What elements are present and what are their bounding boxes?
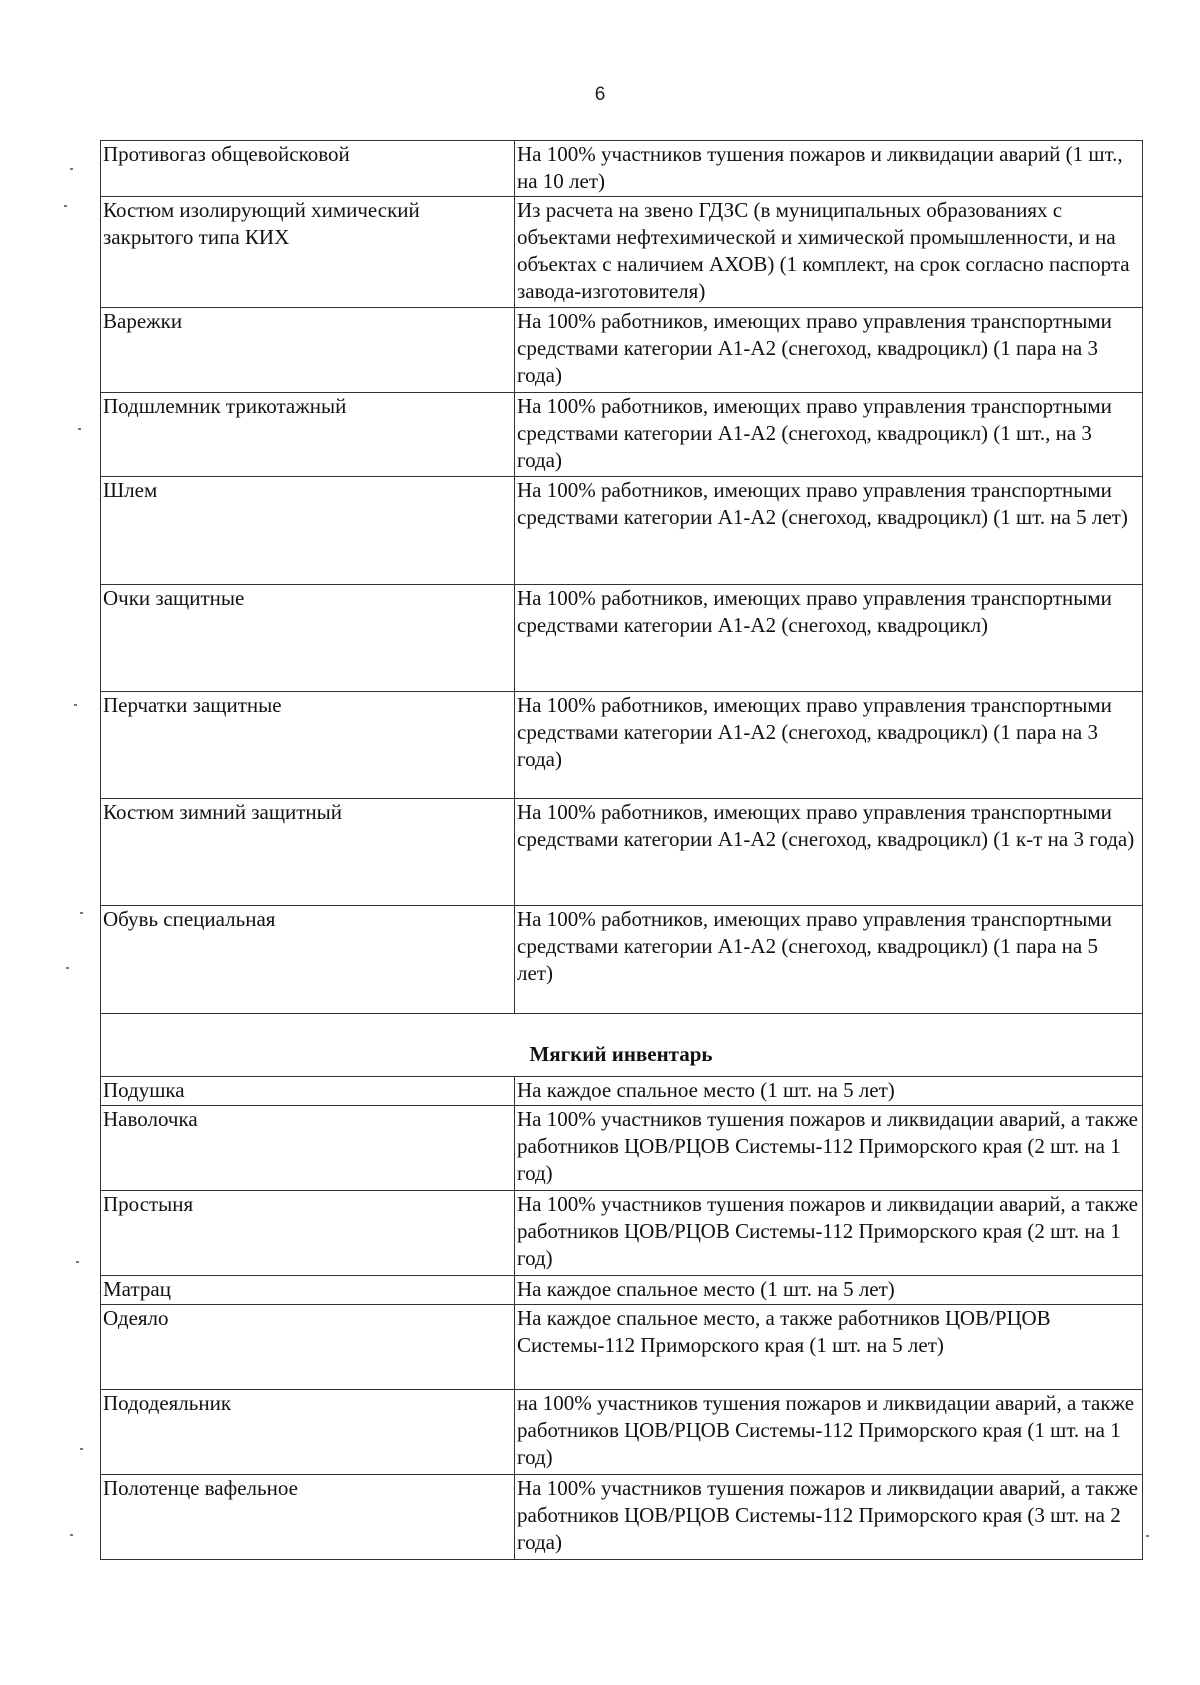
table-row	[101, 393, 1143, 477]
table-row	[101, 799, 1143, 906]
item-name: Наволочка	[101, 1106, 515, 1191]
item-norm: На 100% участников тушения пожаров и ликвидации аварий, а также работников ЦОВ/РЦОВ Системы-112 Приморского края (2 шт. на 1 год)	[515, 1191, 1143, 1276]
table-row	[101, 692, 1143, 799]
item-name: Обувь специальная	[101, 906, 515, 1014]
table-row	[101, 585, 1143, 692]
item-norm: На 100% работников, имеющих право управления транспортными средствами категории А1-А2 (снегоход, квадроцикл) (1 пара на 5 лет)	[515, 906, 1143, 1014]
item-norm: на 100% участников тушения пожаров и ликвидации аварий, а также работников ЦОВ/РЦОВ Системы-112 Приморского края (1 шт. на 1 год)	[515, 1390, 1143, 1475]
item-norm: Из расчета на звено ГДЗС (в муниципальных образованиях с объектами нефтехимической и химической промышленности, и на объектах с наличием АХОВ) (1 комплект, на срок согласно паспорта завода-изготовителя)	[515, 197, 1143, 308]
item-name: Перчатки защитные	[101, 692, 515, 799]
page-number: 6	[594, 84, 606, 105]
table-row	[101, 477, 1143, 585]
table-row	[101, 1390, 1143, 1475]
item-norm: На каждое спальное место (1 шт. на 5 лет)	[515, 1276, 1143, 1305]
item-norm: На 100% работников, имеющих право управления транспортными средствами категории А1-А2 (снегоход, квадроцикл) (1 пара на 3 года)	[515, 308, 1143, 393]
item-name: Костюм изолирующий химический закрытого типа КИХ	[101, 197, 515, 308]
item-norm: На 100% работников, имеющих право управления транспортными средствами категории А1-А2 (снегоход, квадроцикл) (1 шт., на 3 года)	[515, 393, 1143, 477]
item-name: Очки защитные	[101, 585, 515, 692]
table-row	[101, 308, 1143, 393]
table-row	[101, 1276, 1143, 1305]
item-norm: На каждое спальное место, а также работников ЦОВ/РЦОВ Системы-112 Приморского края (1 шт. на 5 лет)	[515, 1305, 1143, 1390]
section-title: Мягкий инвентарь	[101, 1014, 1143, 1077]
item-name: Одеяло	[101, 1305, 515, 1390]
item-norm: На 100% работников, имеющих право управления транспортными средствами категории А1-А2 (снегоход, квадроцикл)	[515, 585, 1143, 692]
norms-table	[100, 140, 1143, 1560]
table-row	[101, 906, 1143, 1014]
item-name: Костюм зимний защитный	[101, 799, 515, 906]
table-row	[101, 197, 1143, 308]
table-row	[101, 1191, 1143, 1276]
table-row	[101, 1475, 1143, 1560]
table-row	[101, 1305, 1143, 1390]
table-row	[101, 1106, 1143, 1191]
item-name: Подшлемник трикотажный	[101, 393, 515, 477]
item-norm: На 100% работников, имеющих право управления транспортными средствами категории А1-А2 (снегоход, квадроцикл) (1 пара на 3 года)	[515, 692, 1143, 799]
item-name: Полотенце вафельное	[101, 1475, 515, 1560]
item-name: Матрац	[101, 1276, 515, 1305]
item-name: Пододеяльник	[101, 1390, 515, 1475]
item-name: Противогаз общевойсковой	[101, 141, 515, 197]
item-name: Простыня	[101, 1191, 515, 1276]
item-norm: На 100% работников, имеющих право управления транспортными средствами категории А1-А2 (снегоход, квадроцикл) (1 шт. на 5 лет)	[515, 477, 1143, 585]
item-norm: На 100% участников тушения пожаров и ликвидации аварий, а также работников ЦОВ/РЦОВ Системы-112 Приморского края (2 шт. на 1 год)	[515, 1106, 1143, 1191]
item-norm: На 100% участников тушения пожаров и ликвидации аварий, а также работников ЦОВ/РЦОВ Системы-112 Приморского края (3 шт. на 2 года)	[515, 1475, 1143, 1560]
item-name: Шлем	[101, 477, 515, 585]
section-row	[101, 1014, 1143, 1077]
item-norm: На 100% участников тушения пожаров и ликвидации аварий (1 шт., на 10 лет)	[515, 141, 1143, 197]
item-name: Варежки	[101, 308, 515, 393]
item-norm: На 100% работников, имеющих право управления транспортными средствами категории А1-А2 (снегоход, квадроцикл) (1 к-т на 3 года)	[515, 799, 1143, 906]
item-norm: На каждое спальное место (1 шт. на 5 лет)	[515, 1077, 1143, 1106]
table-row	[101, 1077, 1143, 1106]
table-row	[101, 141, 1143, 197]
item-name: Подушка	[101, 1077, 515, 1106]
